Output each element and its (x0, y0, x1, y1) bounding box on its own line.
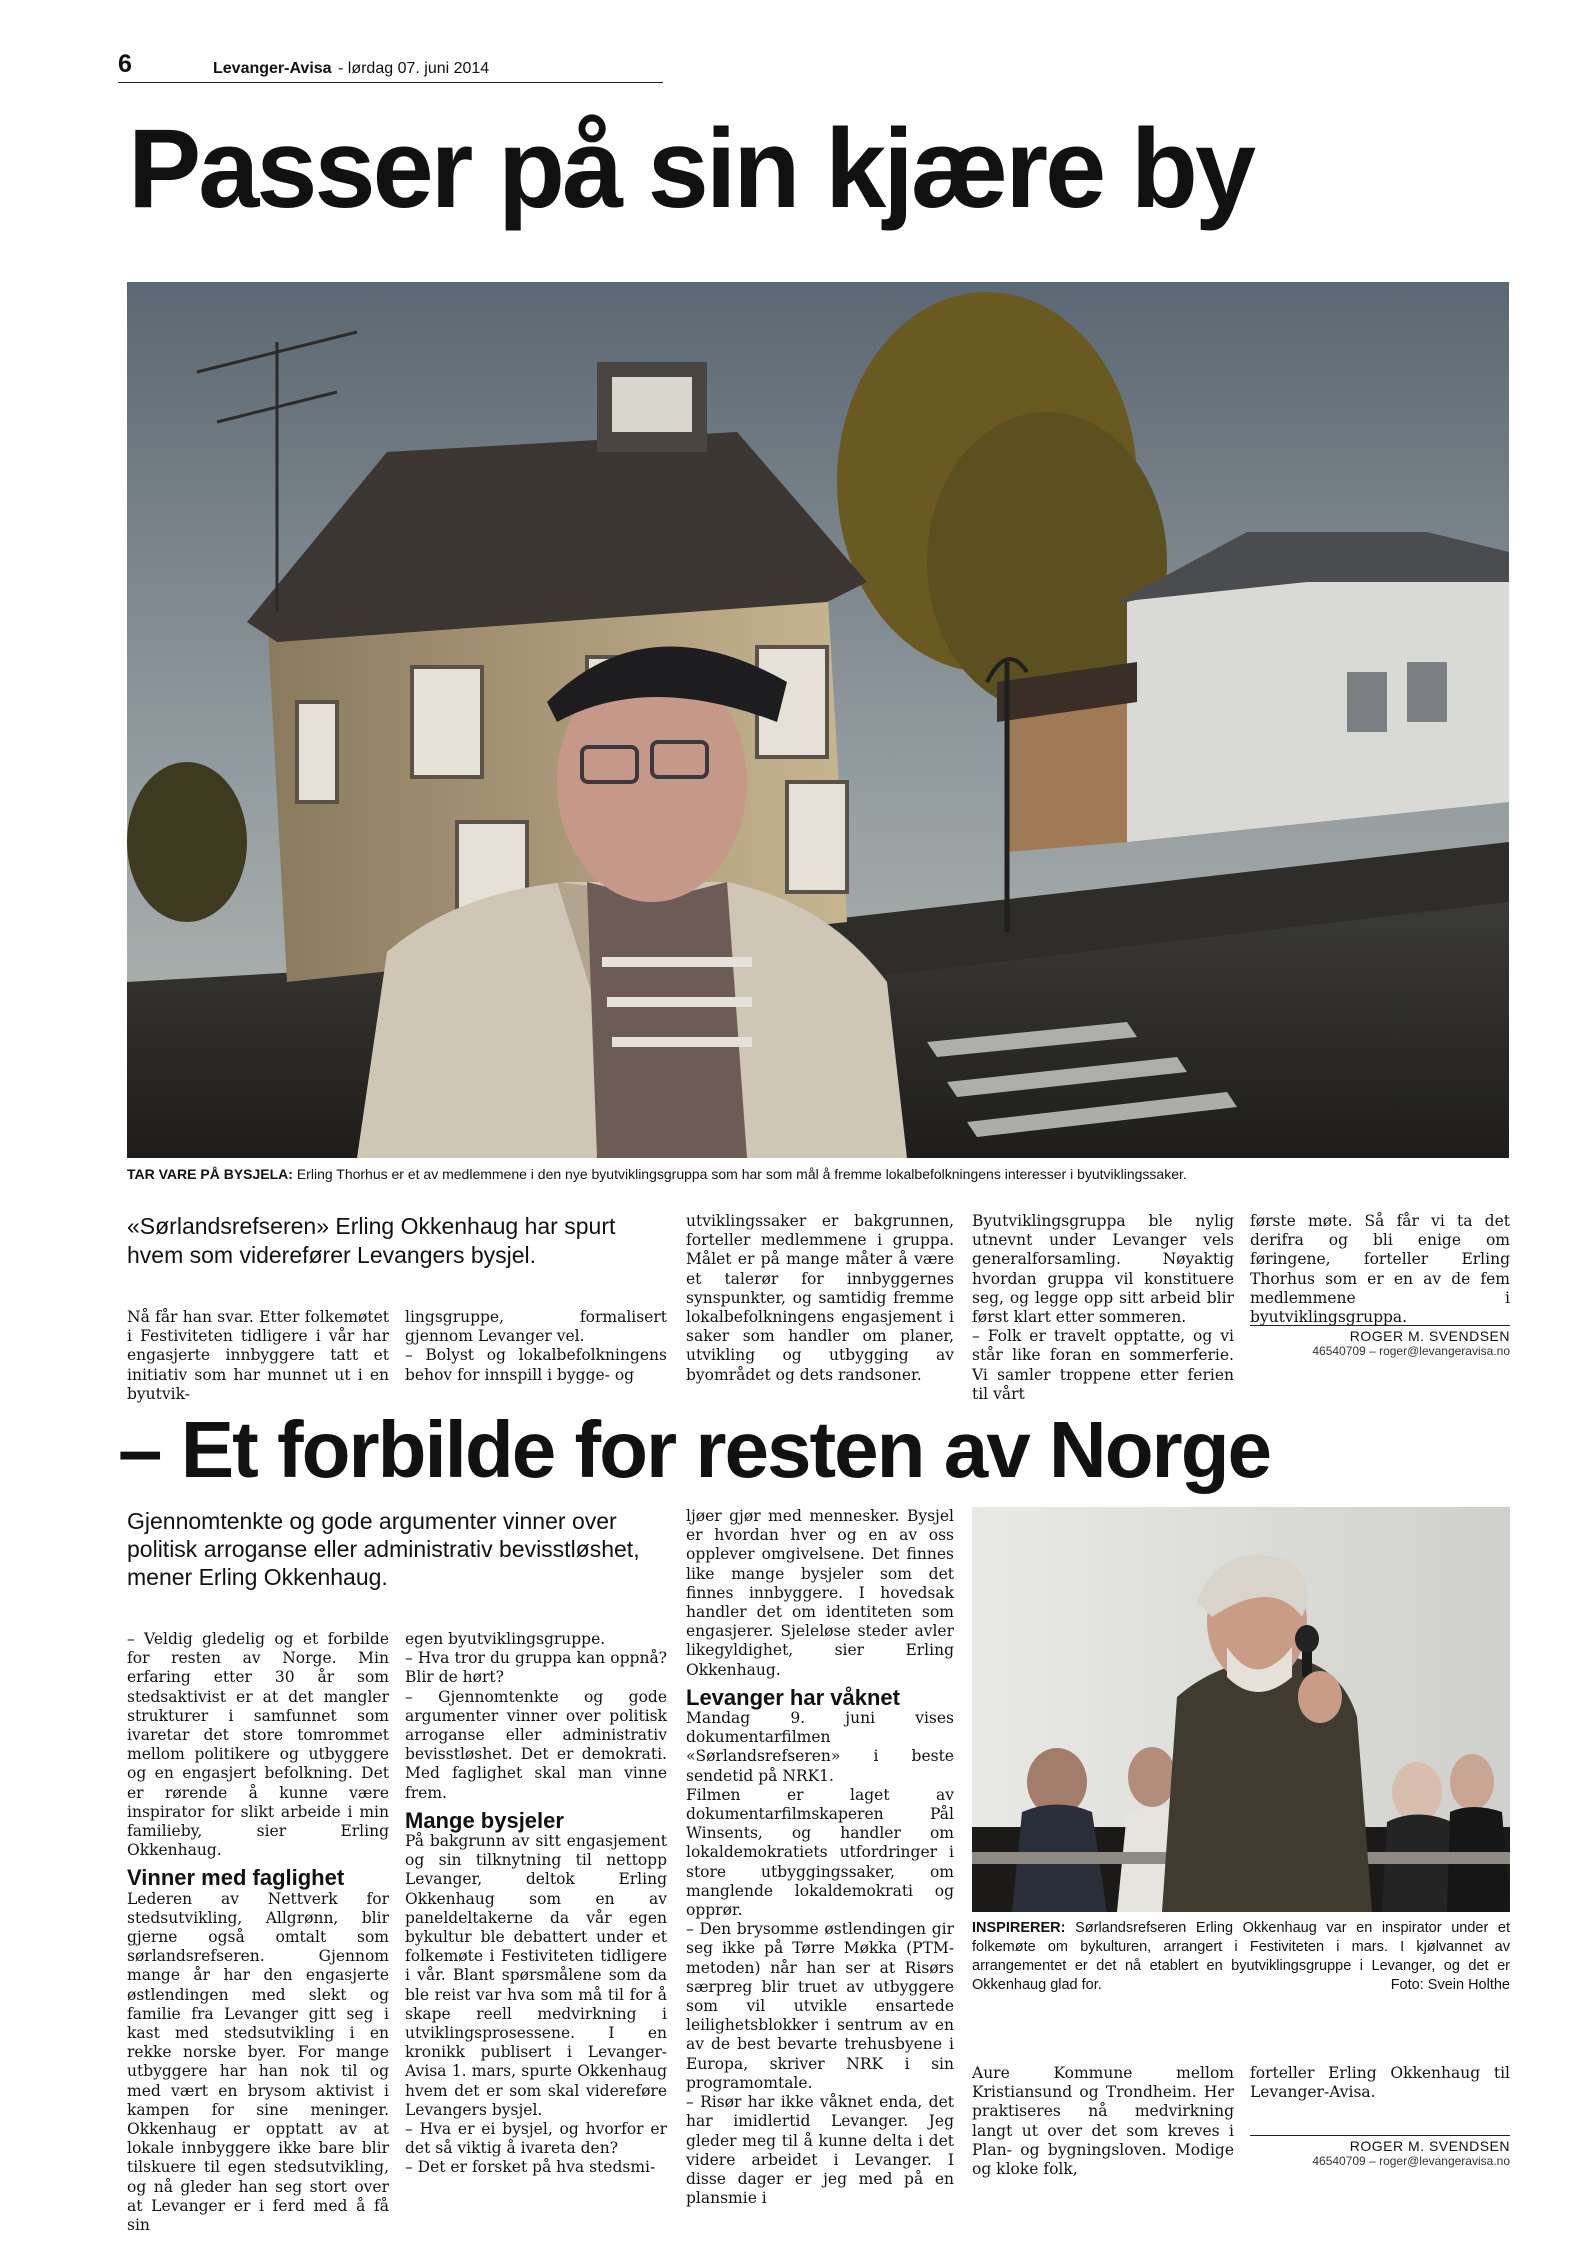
article1-byline (1250, 1325, 1510, 1358)
article1-col3 (686, 1212, 954, 1385)
meeting-image (972, 1507, 1510, 1912)
caption-label: INSPIRERER: (972, 1920, 1066, 1936)
article2-paragraph: På bakgrunn av sitt engasjement og sin tilknytning til nettopp Levanger, deltok Erling Okkenhaug som en av paneldeltakerne da vår egen bykultur ble debattert under et folkemøte i Festiviteten tidligere i vår. Blant spørsmålene som da ble reist var hva som må til for å skape reell medvirkning i utviklingsprosessene. I en kronikk publisert i Levanger-Avisa 1. mars, spurte Okkenhaug hvem det er som skal videreføre Levangers bysjel. (405, 1832, 667, 2119)
article2-paragraph: – Veldig gledelig og et forbilde for resten av Norge. Min erfaring etter 30 år som stedsaktivist er at det mangler strukturer i samfunnet som ivaretar det store tomrommet mellom politikere og utbyggere og en engasjert befolkning. Det er rørende å kunne være inspirator for slikt arbeide i min familieby, sier Erling Okkenhaug. (127, 1630, 389, 1860)
article1-paragraph: – Folk er travelt opptatte, og vi står like foran en sommerferie. Vi samler troppene etter ferien til vårt (972, 1327, 1234, 1403)
article1-lead: «Sørlandsrefseren» Erling Okkenhaug har spurt hvem som viderefører Levangers bysjel. (127, 1213, 616, 1268)
article2-paragraph: Filmen er laget av dokumentarfilmskaperen Pål Winsents, og handler om lokaldemokratiets utfordringer i store utbyggingssaker, om manglende lokaldemokrati og opprør. (686, 1785, 954, 1920)
page-number: 6 (118, 50, 132, 78)
article1-headline: Passer på sin kjære by (128, 106, 1254, 231)
issue-date: - lørdag 07. juni 2014 (338, 60, 490, 77)
article2-lead: Gjennomtenkte og gode argumenter vinner over politisk arroganse eller administrativ bevisstløshet, mener Erling Okkenhaug. (127, 1508, 640, 1590)
article1-paragraph: første møte. Så får vi ta det derifra og bli enige om føringene, forteller Erling Thorhus som er en av de fem medlemmene i byutviklingsgruppa. (1250, 1212, 1510, 1327)
running-header (118, 52, 663, 83)
article2-paragraph: Aure Kommune mellom Kristiansund og Trondheim. Her praktiseres nå medvirkning langt ut over det som kreves i Plan- og bygningsloven. Modige og kloke folk, (972, 2064, 1234, 2179)
article1-col5 (1250, 1212, 1510, 1327)
article2-paragraph: forteller Erling Okkenhaug til Levanger-Avisa. (1250, 2064, 1510, 2102)
byline-name: ROGER M. SVENDSEN (1250, 1325, 1510, 1344)
article1-paragraph: utviklingssaker er bakgrunnen, forteller medlemmene i gruppa. Målet er på mange måter å være et talerør for innbyggernes synspunkter, og samtidig fremme lokalbefolkningens engasjement i saker som handler om planer, utvikling og utbygging av byområdet og dets randsoner. (686, 1212, 954, 1384)
article1-col2 (405, 1308, 667, 1385)
article2-headline: – Et forbilde for resten av Norge (118, 1405, 1271, 1494)
article1-col4 (972, 1212, 1234, 1404)
article2-paragraph: – Hva tror du gruppa kan oppnå? Blir de hørt? (405, 1649, 667, 1687)
article2-paragraph: Mandag 9. juni vises dokumentarfilmen «Sørlandsrefseren» i beste sendetid på NRK1. (686, 1709, 954, 1785)
street-scene-image (127, 282, 1509, 1158)
article2-paragraph: – Gjennomtenkte og gode argumenter vinner over politisk arroganse eller administrativ bevisstløshet. Det er demokrati. Med faglighet skal man vinne frem. (405, 1687, 667, 1802)
subheading: Vinner med faglighet (127, 1865, 345, 1891)
article2-col1 (127, 1630, 389, 2235)
caption-text: Erling Thorhus er et av medlemmene i den nye byutviklingsgruppa som har som mål å fremme lokalbefolkningens interesser i byutviklingssaker. (296, 1166, 1187, 1182)
article1-paragraph: – Bolyst og lokalbefolkningens behov for innspill i bygge- og (405, 1346, 667, 1384)
byline-contact: 46540709 – roger@levangeravisa.no (1312, 2154, 1510, 2168)
subheading: Mange bysjeler (405, 1807, 564, 1833)
article1-paragraph: Nå får han svar. Etter folkemøtet i Festiviteten tidligere i vår har engasjerte innbyggere tatt et initiativ som har munnet ut i en byutvik- (127, 1308, 389, 1403)
article2-paragraph: – Risør har ikke våknet enda, det har imidlertid Levanger. Jeg gleder meg til å kunne delta i det videre arbeidet i Levanger. I disse dager er jeg med på en plansmie i (686, 2093, 954, 2208)
article2-paragraph: ljøer gjør med mennesker. Bysjel er hvordan hver og en av oss opplever omgivelsene. Det finnes like mange bysjeler som det finnes innbyggere. I hovedsak handler det om identiteten som engasjerer. Sjeleløse steder avler likegyldighet, sier Erling Okkenhaug. (686, 1507, 954, 1679)
article2-byline (1250, 2135, 1510, 2168)
article2-paragraph: egen byutviklingsgruppe. (405, 1630, 606, 1648)
article2-col5 (1250, 2064, 1510, 2102)
photo-credit: Foto: Svein Holthe (1390, 1977, 1510, 1993)
caption-text: Sørlandsrefseren Erling Okkenhaug var en inspirator under et folkemøte om bykulturen, arrangert i Festiviteten i mars. I kjølvannet av arrangementet er det nå etablert en byutviklingsgruppe i Levanger, og det er Okkenhaug glad for. (972, 1920, 1510, 1993)
article1-paragraph: lingsgruppe, formalisert gjennom Levanger vel. (405, 1308, 667, 1346)
article2-paragraph: Lederen av Nettverk for stedsutvikling, Allgrønn, blir gjerne også omtalt som sørlandsrefseren. Gjennom mange år har den engasjerte østlendingen med slekt og familie fra Levanger gitt seg i kast med stedsutvikling i en rekke norske byer. For mange utbyggere har han nok til og med vært en brysom aktivist i kampen for sine meninger. Okkenhaug er opptatt av at lokale innbyggere ikke bare blir tilskuere til egen stedsutvikling, og nå gleder han seg stort over at Levanger er i ferd med å få sin (127, 1889, 389, 2235)
article2-paragraph: – Hva er ei bysjel, og hvorfor er det så viktig å ivareta den? (405, 2120, 667, 2158)
article2-col2 (405, 1630, 667, 2178)
article1-paragraph: Byutviklingsgruppa ble nylig utnevnt under Levanger vels generalforsamling. Nøyaktig hvordan gruppa vil konstituere seg, og legge opp sitt arbeid blir først klart etter sommeren. (972, 1212, 1234, 1327)
subheading: Levanger har våknet (686, 1684, 900, 1710)
article2-paragraph: – Det er forsket på hva stedsmi- (405, 2158, 656, 2177)
byline-contact: 46540709 – roger@levangeravisa.no (1312, 1344, 1510, 1358)
article2-col3 (686, 1507, 954, 2208)
byline-name: ROGER M. SVENDSEN (1250, 2135, 1510, 2154)
article1-photo-caption (127, 1165, 1509, 1184)
article2-photo-caption (972, 1919, 1510, 1995)
caption-label: TAR VARE PÅ BYSJELA: (127, 1166, 293, 1182)
publication-name: Levanger-Avisa (213, 60, 332, 77)
article2-photo (972, 1507, 1510, 1912)
article1-photo (127, 282, 1509, 1158)
article2-col4 (972, 2064, 1234, 2179)
article1-col1 (127, 1308, 389, 1404)
article2-paragraph: – Den brysomme østlendingen gir seg ikke på Tørre Møkka (PTM-metoden) når han ser at Risørs særpreg blir truet av utbyggere som vil utvikle ensartede leilighetsblokker i sentrum av en av de best bevarte trehusbyene i Europa, skriver NRK i sin programomtale. (686, 1920, 954, 2092)
